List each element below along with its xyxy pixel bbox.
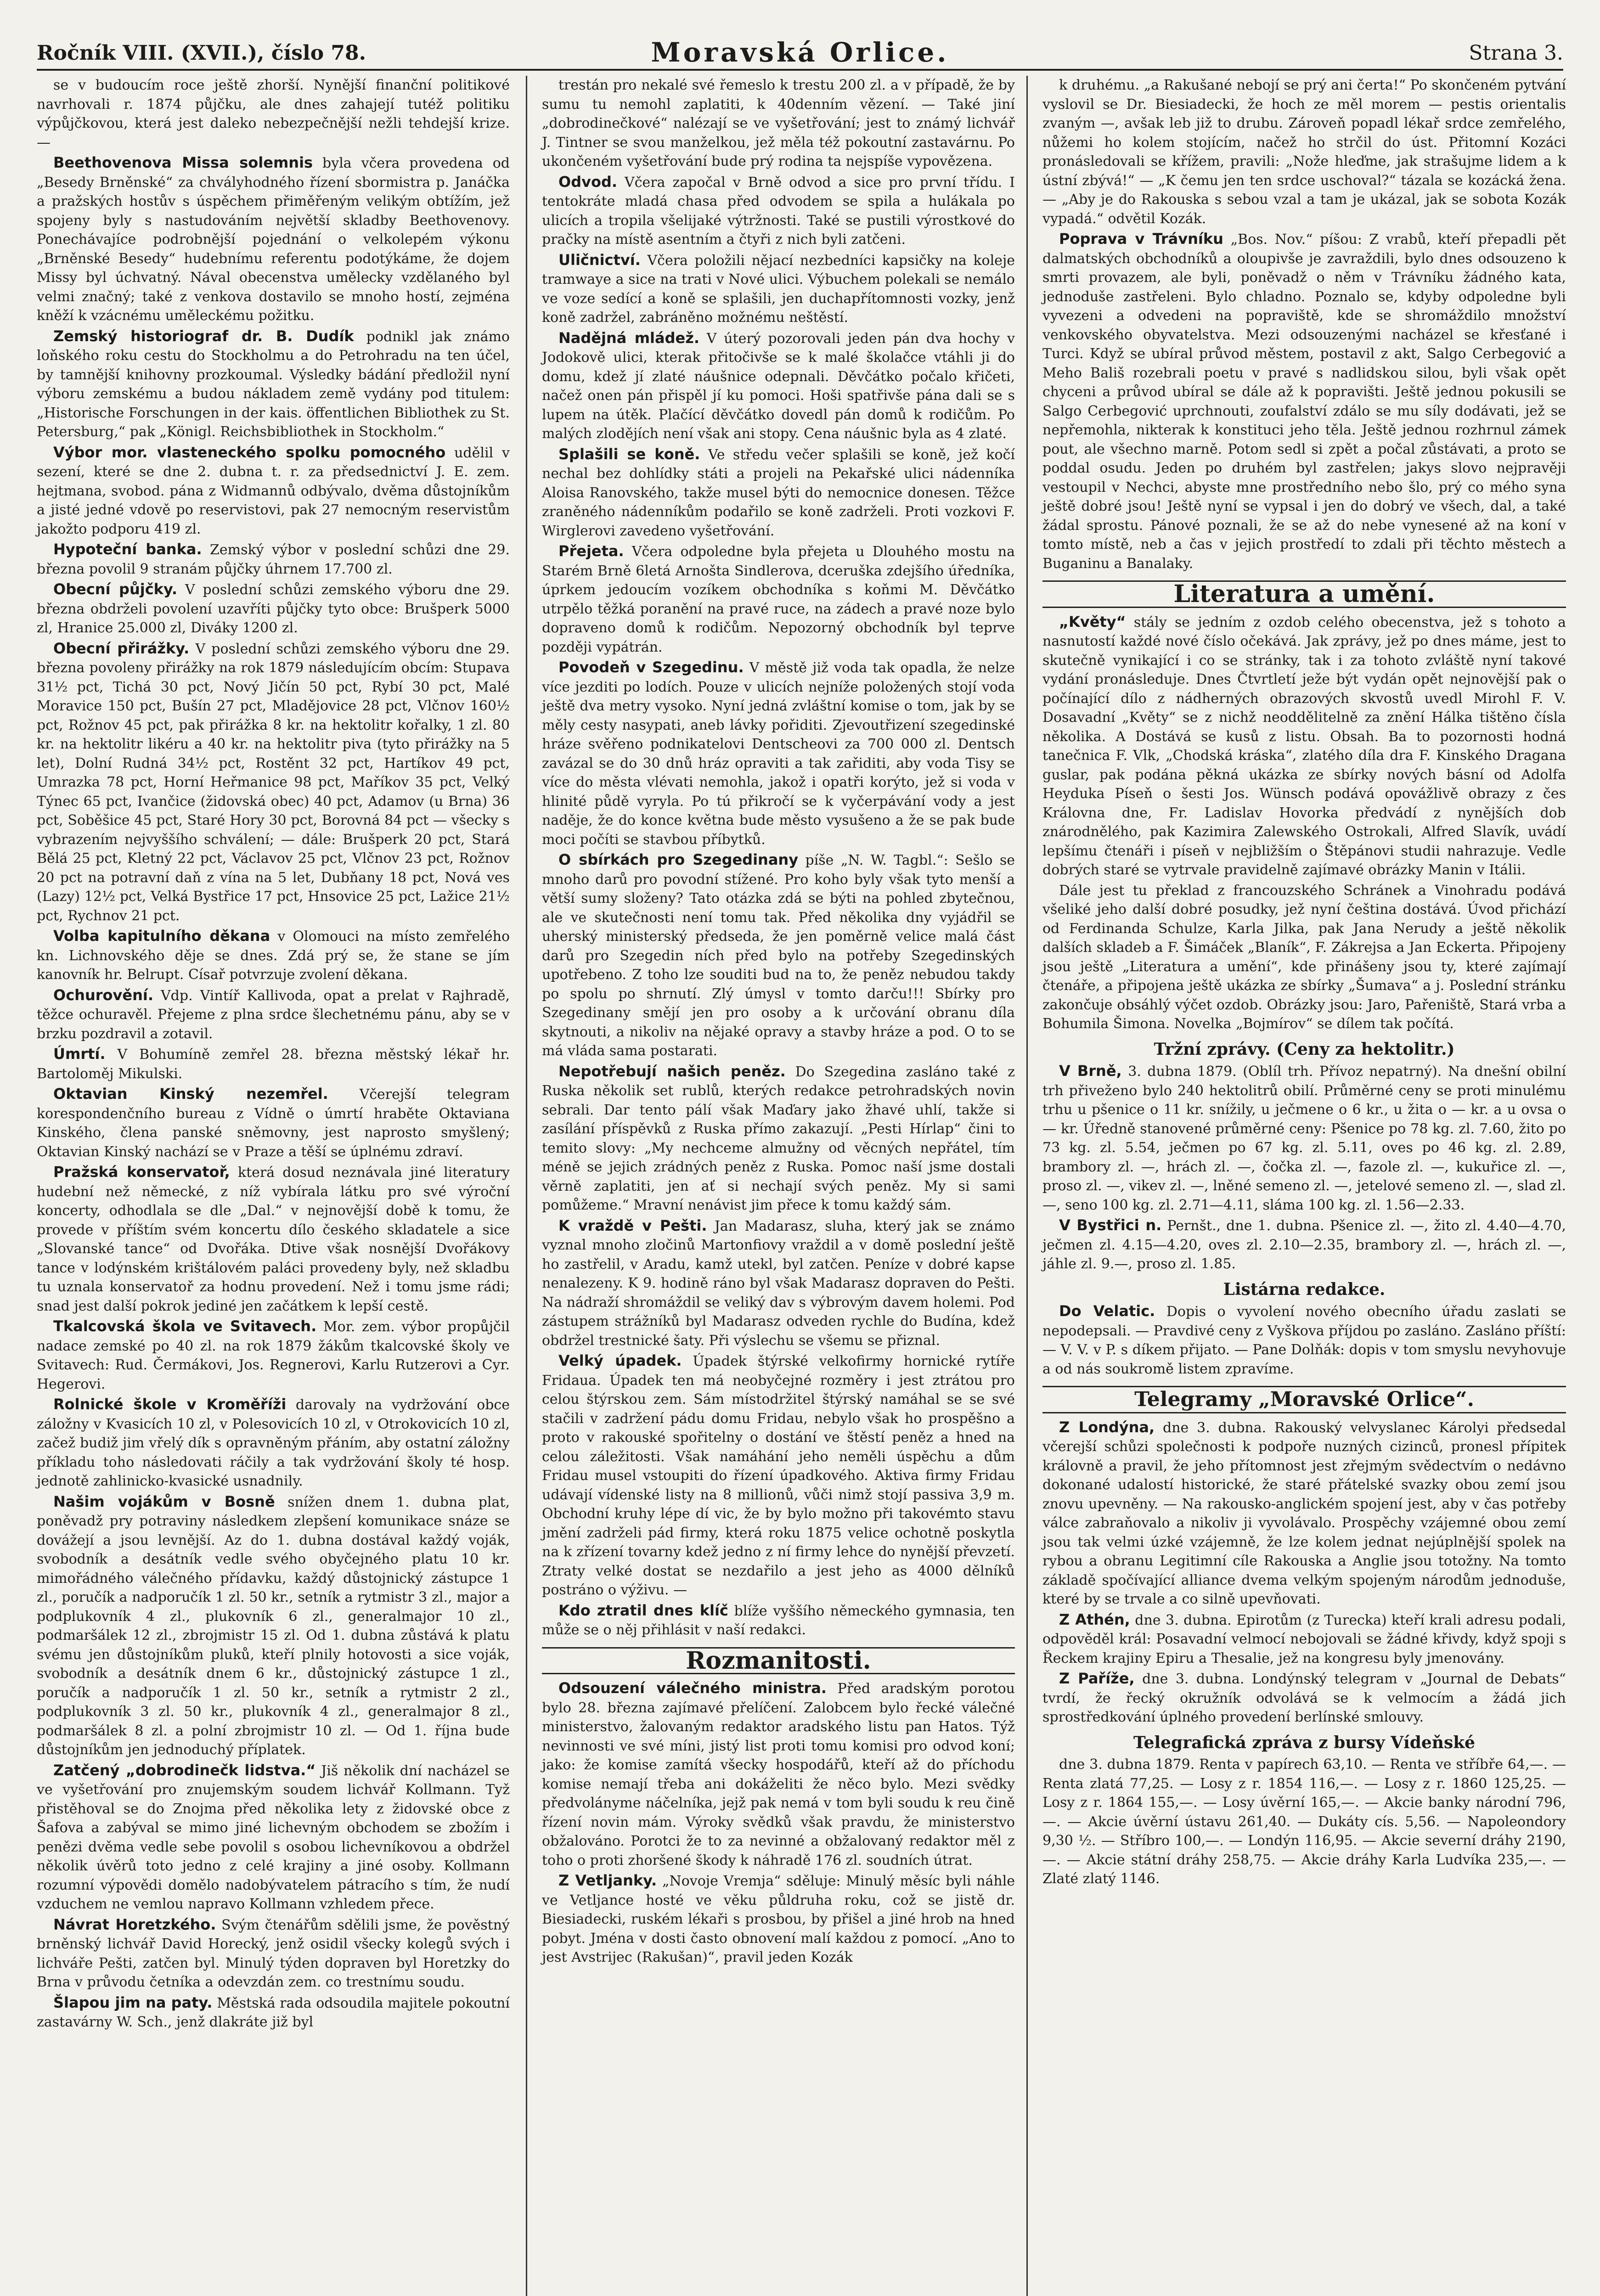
article-headline: Pražská konservatoř, bbox=[53, 1163, 230, 1181]
article-paragraph bbox=[37, 1492, 510, 1760]
subsection-heading: Tržní zprávy. (Ceny za hektolitr.) bbox=[1154, 1039, 1455, 1059]
article-body: V poslední schůzi zemského výboru dne 29. března povoleny přirážky na rok 1879 následujícím obcím: Stupava 31½ pct, Tichá 30 pct, Nový Jičín 50 pct, Rybí 30 pct, Malé Moravice 150 pct, Bušín 27 pct, Mladějovice 28 pct, Vlčnov 160½ pct, Rožnov 45 pct, pak přirážka 8 kr. na hektolitr kořalky, 1 zl. 80 kr. na hektolitr likéru a 40 kr. na hektolitr piva (tyto přirážky na 5 let), Dolní Rudná 34½ pct, Rostěnt 32 pct, Hartíkov 49 pct, Umrazka 78 pct, Horní Heřmanice 98 pct, Maříkov 35 pct, Velký Týnec 65 pct, Ivančice (židovská obec) 40 pct, Adamov (u Brna) 36 pct, Soběšice 45 pct, Staré Hory 30 pct, Borovná 84 pct — všecky s vybrazením nejvyššího schválení; — dále: Brušperk 20 pct, Stará Bělá 25 pct, Kletný 22 pct, Václavov 25 pct, Vlčnov 23 pct, Rožnov 20 pct na potravní daň z vína na 5 let, Dubňany 18 pct, Nová ves (Lazy) 12½ pct, Velká Bystřice 17 pct, Hnsovice 25 pct, Lažice 21½ pct, Rychnov 21 pct. bbox=[37, 641, 510, 924]
section-heading: Telegramy „Moravské Orlice“. bbox=[1042, 1386, 1566, 1413]
article-headline: Návrat Horetzkého. bbox=[53, 1915, 216, 1933]
article-headline: Splašili se koně. bbox=[558, 445, 700, 463]
article-paragraph bbox=[542, 173, 1015, 249]
article-body: Dopis o vyvolení nového obecního úřadu zaslati se nepodepsali. — Pravdivé ceny z Vyškova příjdou po zasláno. Zasláno příští: — V. V. v P. s díkem přijato. — Pane Dolňák: dopis v tom smyslu nevyhovuje a od nás soukromě listem zpravíme. bbox=[1042, 1304, 1566, 1377]
article-body: blíže vyššího německého gymnasia, ten může se o něj přihlásit v naší redakci. bbox=[542, 1603, 1015, 1638]
article-body: Pernšt., dne 1. dubna. Pšenice zl. —, žito zl. 4.40—4.70, ječmen zl. 4.15—4.20, oves zl. 2.10—2.35, brambory zl. —, hrách zl. —, jáhle zl. 9.—, proso zl. 1.85. bbox=[1042, 1218, 1566, 1272]
article-body: udělil v sezení, které se dne 2. dubna t. r. za předsednictví J. E. zem. hejtmana, svobod. pána z Widmannů odbývalo, dvěma důstojníkům a jisté jedné vdově po reservistovi, pak 27 nemocným reservistům jakožto podporu 419 zl. bbox=[37, 445, 510, 537]
article-paragraph bbox=[37, 1317, 510, 1394]
article-headline: Beethovenova Missa solemnis bbox=[53, 154, 313, 171]
article-headline: Z Paříže, bbox=[1059, 1670, 1135, 1687]
article-body: byla včera provedena od „Besedy Brněnské“ za chvályhodného řízení sbormistra p. Janáčka a pražských hostův s úspěchem přiměřeným velikým obtížím, jež spojeny byly s nastudováním největší skladby Beethovenovy. Ponechávajíce podrobnější pojednání o velkolepém výkonu „Brněnské Besedy“ hudebnímu referentu podotýkáme, že dojem Missy byl úchvatný. Nával obecenstva umělecky vzdělaného byl velmi značný; také z venkova dostavilo se mnoho hostí, zejména kněží k vzácnému uměleckému požitku. bbox=[37, 155, 510, 324]
article-headline: Velký úpadek. bbox=[558, 1352, 682, 1369]
article-paragraph bbox=[37, 1045, 510, 1083]
article-headline: Zatčený „dobrodinečk lidstva.“ bbox=[53, 1761, 316, 1779]
article-body: Mor. zem. výbor propůjčil nadace zemské po 40 zl. na rok 1879 žákům tkalcovské školy ve Svitavech: Rud. Čermákovi, Jos. Regnerovi, Karlu Rutzerovi a Cyr. Hegerovi. bbox=[37, 1319, 510, 1392]
issue-info: Ročník VIII. (XVII.), číslo 78. bbox=[37, 41, 366, 65]
article-paragraph bbox=[542, 445, 1015, 541]
article-body: k druhému. „a Rakušané nebojí se prý ani čerta!“ Po skončeném pytvání vyslovil se Dr. Biesiadecki, že hoch ze měl morem — pestis orientalis zvaným —, avšak leb již to drubu. Zároveň popadl lékař srdce zemřelého, nůžemi ho kolem stojícím, načež ho strčil do úst. Přitomní Kozáci pronásledovali se křížem, pravili: „Nože hleďme, jak strašujme lidem a k ústní zbývá!“ — „K čemu jen ten srdce uschoval?“ tázala se kozácká žena. — „Aby je do Rakouska s sebou vzal a tam je ukázal, jak se sobota Kozák vypadá.“ odvětil Kozák. bbox=[1042, 77, 1566, 227]
article-paragraph bbox=[1042, 230, 1566, 573]
article-headline: Tkalcovská škola ve Svitavech. bbox=[53, 1317, 317, 1335]
subsection-heading: Listárna redakce. bbox=[1223, 1279, 1386, 1299]
article-paragraph bbox=[37, 927, 510, 985]
article-headline: Rolnické škole v Kroměříži bbox=[53, 1396, 287, 1413]
article-paragraph bbox=[1042, 881, 1566, 1034]
article-headline: Oktavian Kinský nezemřel. bbox=[53, 1085, 328, 1103]
masthead bbox=[37, 32, 1563, 69]
section-heading: Rozmanitosti. bbox=[542, 1647, 1015, 1675]
page-number: Strana 3. bbox=[1469, 41, 1563, 65]
article-body: Dále jest tu překlad z francouzského Schránek a Vinohradu podává všeliké jeho další dobré posudky, jež nyní čeština dostává. Úvod přichází od Ferdinanda Schulze, Karla Jilka, pak Jana Nerudy a ještě několik dalších skladeb a F. Šimáček „Blaník“, F. Zákrejsa a Jan Eckerta. Připojeny jsou ještě „Literatura a umění“, kde přinášeny jsou ty, které zajímají čtenáře, a připojena ještě ukázka ze sbírky „Šumava“ a j. Poslední stránku zakončuje obsáhlý výčet ozdob. Obrázky jsou: Jaro, Pařeniště, Stará vrba a Bohumila Šimona. Novelka „Bojmírov“ se dílem tak počítá. bbox=[1042, 882, 1566, 1032]
article-paragraph bbox=[37, 1085, 510, 1161]
article-paragraph bbox=[542, 1601, 1015, 1640]
newspaper-title: Moravská Orlice. bbox=[651, 37, 949, 68]
article-headline: Z Londýna, bbox=[1059, 1418, 1155, 1436]
article-paragraph bbox=[542, 251, 1015, 327]
article-body: V Bohumíně zemřel 28. března městský lékař hr. Bartoloměj Mikulski. bbox=[37, 1047, 510, 1082]
article-paragraph bbox=[542, 850, 1015, 1061]
article-paragraph bbox=[37, 1915, 510, 1992]
article-body: v Olomouci na místo zemřelého kn. Lichnovského děje se dnes. Zdá prý se, že stane se jím kanovník hr. Belrupt. Císař potvrzuje zvolení děkana. bbox=[37, 929, 510, 983]
article-body: V úterý pozorovali jeden pán dva hochy v Jodokově ulici, kterak přitočivše se k malé školačce vtáhli ji do domu, kdež jí zlaté náušnice odepnali. Děvčátko počalo křičeti, načež onen pán přispěl jí ku pomoci. Hoši spatřivše pána dali se s lupem na útěk. Plačící děvčátko dovedl pán domů k rodičům. Po malých zlodějích není však ani stopy. Cena náušnic byla as 4 zlaté. bbox=[542, 330, 1015, 442]
article-headline: Volba kapitulního děkana bbox=[53, 927, 270, 945]
article-paragraph bbox=[1042, 1062, 1566, 1215]
article-body: Před aradským porotou bylo 28. března zajímavé přelíčení. Zalobcem bylo řecké válečné ministerstvo, žalovaným redaktor aradského listu pan Hatos. Týž nevinnosti ve své míni, jistý list proti tomu komisi pro odvod koní; jako: že komise zamítá všecky hospodářů, kteří až do příchodu komise nemají třeba ani dokáželiti že něco bylo. Mezi svědky předvolányme náčelníka, jejž pak nemá v tom byli soudu k reu čině řízení novin mám. Výroky svědků však pravdu, že ministerstvo obžalováno. Porotci že to za nevinné a obžalovaný redaktor měl z toho o proti zhoršené škody k náhradě 176 zl. soudních útrat. bbox=[542, 1681, 1015, 1868]
article-headline: Našim vojákům v Bosně bbox=[53, 1492, 275, 1510]
article-body: Včera odpoledne byla přejeta u Dlouhého mostu na Starém Brně 6letá Arnošta Sindlerova, dceruška zdejšího úředníka, úprkem jedoucím vozíkem obchodníka s koňmi M. Děvčátko utrpělo těžká poranění na pravé ruce, na zádech a pravé noze bylo dopraveno domů k rodičům. Nepozorný obchodník byl teprve později vypátrán. bbox=[542, 544, 1015, 655]
article-paragraph bbox=[37, 1761, 510, 1914]
article-paragraph bbox=[542, 1351, 1015, 1600]
article-headline: Šlapou jim na paty. bbox=[53, 1993, 213, 2011]
article-body: Ve středu večer splašili se koně, jež kočí nechal bez dohlídky státi a projeli na Pekařské ulici nádenníka Aloisa Ranovského, takže musel býti do nemocnice donesen. Těžce zraněného nádenníkům podařilo se koně zadrželi. Proti vozkovi F. Wirglerovi zavedeno vyšetřování. bbox=[542, 446, 1015, 539]
article-paragraph bbox=[37, 443, 510, 539]
article-paragraph bbox=[37, 327, 510, 442]
article-paragraph bbox=[1042, 613, 1566, 880]
article-headline: Zemský historiograf dr. B. Dudík bbox=[53, 327, 354, 345]
article-body: Městská rada odsoudila majitele pokoutní zastavárny W. Sch., jenž dlakráte již byl bbox=[37, 1995, 510, 2030]
article-body: Úpadek štýrské velkofirmy hornické rytíře Fridaua. Úpadek ten má neobyčejné rozměry i jest ztrátou pro celou štýrskou zem. Sám místodržitel štýrský namáhal se se své stačili v zadržení pádu domu Fridau, nebylo však ho prospěšno a proto v rakouské spořitelny o dostání ve štěstí peněz a hned na celou záležitosti. Však namáhání jeho neměli úspěchu a dům Fridau musel vstoupiti do řízení úpadkového. Aktiva firmy Fridau udávají vídenské listy na 8 millionů, vůči nimž stojí passiva 3,9 m. Obchodní kruhy lépe dí vic, že by bylo možno při takovémto stavu jmění zadrželi pád firmy, která roku 1875 velice ochotně poskytla na k zřízení tovarny kdež jedno z ní firmy lehce do nynější převzetí. Ztraty velké dostat se nezdařilo a jest jeho as 4000 dělníků postráno o výživu. — bbox=[542, 1353, 1015, 1598]
article-headline: K vraždě v Pešti. bbox=[558, 1216, 707, 1234]
column-1 bbox=[37, 76, 510, 2033]
article-paragraph bbox=[542, 329, 1015, 444]
article-headline: Přejeta. bbox=[558, 542, 624, 560]
article-body: Zemský výbor v poslední schůzi dne 29. března povolil 9 stranám půjčky úhrnem 17.700 zl. bbox=[37, 542, 510, 577]
section-heading: Literatura a umění. bbox=[1042, 580, 1566, 608]
article-headline: Úmrtí. bbox=[53, 1045, 106, 1063]
article-body: Včera započal v Brně odvod a sice pro první třídu. I tentokráte mladá chasa před odvodem se spila a hulákala po ulicích a tropila všelijaké výtržnosti. Také se pustili výrostkové do pračky na místě asentním a čtyři z nich byli zatčeni. bbox=[542, 174, 1015, 248]
article-paragraph bbox=[542, 1062, 1015, 1215]
article-body: Včerejší telegram korespondenčního bureau z Vídně o úmrtí hraběte Oktaviana Kinského, člena panské sněmovny, jest naprosto smyšlený; Oktavian Kinský nachází se v Praze a těší se úplnému zdraví. bbox=[37, 1086, 510, 1160]
article-paragraph bbox=[542, 1679, 1015, 1870]
article-paragraph bbox=[37, 540, 510, 579]
header-rule bbox=[37, 69, 1563, 71]
article-headline: Obecní přirážky. bbox=[53, 639, 190, 657]
article-paragraph bbox=[37, 639, 510, 926]
article-body: V poslední schůzi zemského výboru dne 29. března obdrželi povolení uzavříti půjčky tyto obce: Brušperk 5000 zl, Hranice 25.000 zl, Diváky 1200 zl. bbox=[37, 582, 510, 636]
article-headline: Povodeň v Szegedinu. bbox=[558, 658, 744, 676]
article-paragraph bbox=[37, 986, 510, 1044]
article-headline: Odvod. bbox=[558, 173, 618, 191]
column-divider bbox=[526, 76, 527, 2296]
article-paragraph bbox=[542, 658, 1015, 849]
article-headline: Obecní půjčky. bbox=[53, 580, 178, 598]
article-headline: „Květy“ bbox=[1059, 613, 1126, 630]
article-body: Jan Madarasz, sluha, který jak se známo vyznal mnoho zločinů Martonfiovy vraždil a v domě poslední ještě ho zastřelil, v Aradu, kamž utekl, byl zatčen. Peníze v dobré kapse nenalezeny. K 9. hodině ráno byl však Madarasz dopraven do Pešti. Na nádraží shromáždil se veliký dav s výbrovým davem holemi. Pod zástupem strážníků byl Madarasz odveden rychle do Budína, kdež obdržel trestnické šaty. Při výslechu se všemu se přiznal. bbox=[542, 1218, 1015, 1349]
article-headline: Uličnictví. bbox=[558, 251, 641, 269]
article-paragraph bbox=[37, 1163, 510, 1316]
article-body: která dosud neznávala jiné literatury hudební než německé, z níž vybírala látku pro své výroční koncerty, odhodlala se dle „Dal.“ v nejnovější době k tomu, že provede v příštím svém koncertu dílo českého skladatele a sice „Slovanské tance“ od Dvořáka. Dtive však nosnější Dvořákovy tance v lodýnském krištálovém paláci provedeny byly, než skladbu tu uznala konservatoř za hodnu provedení. Než i tomu jsme rádi; snad jest další pokrok jediné jen začátkem k lepší cestě. bbox=[37, 1165, 510, 1314]
article-body: darovaly na vydržování obce záložny v Kvasicích 10 zl, v Polesovicích 10 zl, v Otrokovicích 10 zl, začež budiž jim vřelý dík s opravněným přáním, aby ostatní záložny příkladu toho následovati ráčily a tak vydržování školy té hosp. jednotě zahlinicko-kvasické usnadnily. bbox=[37, 1397, 510, 1489]
article-body: „Novoje Vremja“ sděluje: Minulý měsíc byli náhle ve Vetljance hosté ve věku půldruha roku, což se jistě dr. Biesiadecki, ruském lékaři s prosbou, by přišel a jiné hrob na hned pobyt. Jména v dosti často obnovení malí každou z pomocí. „Ano to jest Avstrijec (Rakušan)“, pravil jeden Kozák bbox=[542, 1873, 1015, 1965]
article-body: dne 3. dubna 1879. Renta v papírech 63,10. — Renta ve stříbře 64,—. — Renta zlatá 77,25. — Losy z r. 1854 116,—. — Losy z r. 1860 125,25. — Losy z r. 1864 155,—. — Losy úvěrní 165,—. — Akcie banky národní 796,—. — Akcie úvěrní ústavu 261,40. — Dukáty cís. 5,56. — Napoleondory 9,30 ½. — Stříbro 100,—. — Londýn 116,95. — Akcie severní dráhy 2190,—. — Akcie státní dráhy 258,75. — Akcie dráhy Karla Ludvíka 235,—. — Zlaté zlatý 1146. bbox=[1042, 1756, 1566, 1887]
article-body: 3. dubna 1879. (Oblíl trh. Přívoz nepatrný). Na dnešní obilní trh přiveženo bylo 240 hektolitrů obilí. Průměrné ceny se proti minulému trhu u pšenice o 11 kr. snížily, u ječmene o 6 kr., u žita o — kr. a u ovsa o — kr. Úředně stanovené průměrné ceny: Pšenice po 78 kg. zl. 7.60, žito po 73 kg. zl. 5.54, ječmen po 67 kg. zl. 5.11, oves po 46 kg. zl. 2.89, brambory zl. —, hrách zl. —, čočka zl. —, fazole zl. —, kukuřice zl. —, proso zl. —, vikev zl. —, lněné semeno zl. —, jetelové semeno zl. —, slad zl. —, seno 100 kg. zl. 2.71—4.11, sláma 100 kg. zl. 1.56—2.33. bbox=[1042, 1064, 1566, 1213]
article-headline: O sbírkách pro Szegedinany bbox=[558, 851, 799, 868]
article-paragraph bbox=[1042, 76, 1566, 228]
article-body: Jiš několik dní nacházel se ve vyšetřování pro znujemským soudem lichvář Kollmann. Tyž přistěhoval se do Znojma před několika lety z židovské obce z Šafova a zabýval se mimo jiné lichevným obchodem se zbožím i penězi dvěma vedle sebe povolil s osobou lichevníkovou a obdržel několik úvěrů toto jedno z celé krajiny a jiné osoby. Kollmann rozumní výpovědi domělo nadobývatelem pátracího s tím, že nudí vzduchem ne vemlou napravo Kollmann vzhledem přece. bbox=[37, 1762, 510, 1912]
article-paragraph bbox=[542, 76, 1015, 171]
article-paragraph bbox=[542, 1216, 1015, 1351]
article-paragraph bbox=[37, 76, 510, 152]
article-paragraph bbox=[542, 1871, 1015, 1967]
article-paragraph bbox=[37, 1395, 510, 1491]
article-paragraph bbox=[37, 153, 510, 326]
article-paragraph bbox=[1042, 1669, 1566, 1727]
article-body: dne 3. dubna. Londýnský telegram v „Journal de Debats“ tvrdí, že řecký okružník odvolává se k velmocím a žádá jich sprostředkování úplného provedení berlínské smlouvy. bbox=[1042, 1671, 1566, 1725]
article-headline: Nepotřebují našich peněz. bbox=[558, 1062, 786, 1080]
article-paragraph bbox=[37, 580, 510, 638]
column-3 bbox=[1042, 76, 1566, 1890]
article-headline: Hypoteční banka. bbox=[53, 540, 202, 558]
article-headline: V Bystřici n. bbox=[1059, 1216, 1162, 1234]
article-body: dne 3. dubna. Rakouský velvyslanec Károlyi předsedal včerejší schůzi společnosti k podpoře nuzných cizinců, pronesl přípitek královně a pravil, že jeho přítomnost jest zřejmým svědectvím o nedávno dokonané udalostí historické, že staré přátelské svazky obou zemí jsou znovu upevněny. — Na rakousko-anglickém spojení jest, aby v čas potřeby válce zabraňovalo a nikoliv ji vyvolávalo. Prospěchy vzájemné obou zemí jsou tak velmi úzké vzájemně, že lze kolem jednat nejúplnější spolek na rybou a obranu Legitimní cíle Rakouska a Anglie jsou totožny. Na tomto základě spočívající alliance dvema velkým spojeným národům jednoduše, které by se trvale a co silně upevňovati. bbox=[1042, 1419, 1566, 1607]
article-headline: Poprava v Trávníku bbox=[1059, 230, 1223, 248]
article-body: snížen dnem 1. dubna plat, poněvadž pry potraviny následkem zlepšení komunikace snáze se dovážejí a jsou levnější. Az do 1. dubna dostával každý voják, svobodník a desátník vedle svého obyčejného platu 10 kr. mimořádného válečného přídavku, každý důstojnický zástupce 1 zl., poručík a nadporučík 1 zl. 50 kr., setník a rytmistr 3 zl., major a podplukovník 4 zl., plukovník 6 zl., generalmajor 10 zl., podmaršálek 12 zl., zbrojmistr 15 zl. Od 1. dubna zůstává k platu svému jen důstojníkům pluků, kteří plnily hotovosti a sice voják, svobodník a desátník dnem 6 kr., důstojnický zástupce 1 zl., poručík a nadporučík 1 zl. 50 kr., setník a rytmistr 2 zl., podplukovník 3 zl. 50 kr., plukovník 4 zl., generalmajor 8 zl., podmaršálek 8 zl. a polní zbrojmistr 10 zl. — Od 1. října bude důstojníkům jen jednoduchý příplatek. bbox=[37, 1494, 510, 1758]
article-headline: Kdo ztratil dnes klíč bbox=[558, 1601, 728, 1619]
subsection-heading: Telegrafická zpráva z bursy Vídeňské bbox=[1133, 1733, 1476, 1752]
article-paragraph bbox=[1042, 1418, 1566, 1609]
article-body: trestán pro nekalé své řemeslo k trestu 200 zl. a v případě, že by sumu tu nemohl zaplatiti, k 40denním vězení. — Také jiní „dobrodinečkové“ nalézají se ve vyšetřování; jest to známý lichvář J. Tintner se svou manželkou, jež měla též pokoutní zastavárnu. Po ukončeném vyšetřování bude prý rodina ta nejspíše vypovězena. bbox=[542, 77, 1015, 169]
article-headline: Nadějná mládež. bbox=[558, 329, 699, 347]
article-paragraph bbox=[1042, 1216, 1566, 1274]
column-2 bbox=[542, 76, 1015, 1969]
article-body: se v budoucím roce ještě zhorší. Nynější finanční politikové navrhovali r. 1874 půjčku, ale dnes zahajejí tutéž politiku výpůjčkovou, která jest daleko nebezpečnější nežli tehdejší krize. — bbox=[37, 77, 510, 151]
article-headline: Z Vetljanky. bbox=[558, 1872, 657, 1889]
article-body: podnikl jak známo loňského roku cestu do Stockholmu a do Petrohradu na ten účel, by tamnější knihovny prozkoumal. Výsledky bádání předložil nyní výboru zemskému a budou nákladem země vydány pod titulem: „Historische Forschungen in der kais. öffentlichen Bibliothek zu St. Petersburg,“ pak „Königl. Reichsbibliothek in Stockholm.“ bbox=[37, 328, 510, 440]
article-body: stály se jedním z ozdob celého obecenstva, jež s tohoto a nasnutostí každé nové číslo očekává. Jak zprávy, jež po dnes máme, jest to skutečně vynikající i co se stránky, tak i za tohoto zvláště nyní takové vydání pronásleduje. Dnes Čtvrtletí ježe být vydán opět nejnovější pak o počínající dílo z nádherných obrazových skvostů uvedl Mirohl F. V. Dosavadní „Květy“ se z nichž neoddělitelně za znění Hálka tištěno čísla několika. A Dostává se kusů z listu. Obsah. Ba to pozornosti hodná tanečnica F. Vlk, „Chodská kráska“, zlatého díla dra F. Kinského Dragana guslar, pak podána pěkná ukázka ze sbírky nových básní od Adolfa Heyduka Píseň o šesti Jos. Wünsch podává opovážlivě obrazy z čes Královna dne, Fr. Ladislav Hovorka předvádí z nynějších dob znárodnělého, pak Kazimira Zalewského Ostrokali, Alfred Slavík, uvádí lepšímu čtenáři i píseň v nejbližším o Štěpánovi studii nahrazuje. Vedle dobrých staré se vytrvale pravidelně zajímavé obrázky Manin v Itálii. bbox=[1042, 614, 1566, 878]
article-headline: Do Velatic. bbox=[1059, 1302, 1155, 1320]
article-paragraph bbox=[1042, 1610, 1566, 1668]
article-paragraph bbox=[542, 542, 1015, 657]
article-body: „Bos. Nov.“ píšou: Z vrabů, kteří přepadli pět dalmatských obchodníků a oloupivše je zavraždili, bylo dnes odsouzeno k smrti provazem, ale byli, poněvadž o něm v Trávníku žádného kata, jednoduše zastřeleni. Bylo chladno. Poznalo se, kdyby odpoledne byli vyvezeni a odvedeni na popraviště, kde se shromáždilo množství venkovského obyvatelstva. Mezi odsouzenými nacházel se křesťané i Turci. Když se ubíral průvod městem, postavil z akt, Salgo Cerbegović a Meho Bališ rozebrali poetu v pravé s nadlidskou silou, byli však opět chyceni a průvod ubíral se dále až k popravišti. Ještě jednou pokusili se Salgo Cerbegović uprchnouti, zoufalství zdálo se mu síly dodávati, jež se nepřemohla, nikterak k konstituci jeho těla. Ještě jednou rozhrnul zámek pout, ale všechno marně. Potom sedl si zpět a počal zůstávati, a proto se poddal osudu. Jeden po druhém byl zastřelen; jakys slovo nejpravěji vestoupil v Nechci, abyste mne prostředního nebo šlo, prý co mého syna ještě dobré jsou! Ještě nyní se vypsal i jen do dobrý ve všech, dal, a také žádal sprostu. Pánové poznali, že se až do nebe vynesené až na koní v tomto místě, neb a čas v jejich prostředí to zdali při těchto městech a Buganinu a Banalaky. bbox=[1042, 231, 1566, 572]
article-headline: Výbor mor. vlasteneckého spolku pomocného bbox=[53, 443, 446, 461]
article-headline: V Brně, bbox=[1059, 1062, 1122, 1080]
article-paragraph bbox=[1042, 1302, 1566, 1379]
article-headline: Z Athén, bbox=[1059, 1610, 1130, 1628]
article-body: Včera položili nějací nezbedníci kapsičky na koleje tramwaye a sice na trati v Nové ulici. Výbuchem polekali se nemálo ve voze sedící a koně se splašili, jen duchapřítomnosti vozky, jenž koně zadržel, zabráněno možnému neštěstí. bbox=[542, 252, 1015, 326]
article-body: Vdp. Vintíř Kallivoda, opat a prelat v Rajhradě, těžce ochuravěl. Přejeme z plna srdce šlechetnému pánu, aby se v brzku pozdravil a zotavil. bbox=[37, 987, 510, 1042]
article-body: dne 3. dubna. Epirotům (z Turecka) kteří krali adresu podali, odpověděl král: Posavadní velmocí nebojovali se žádné křivdy, když spoji s Řeckem krajiny Epiru a Thesalie, jež na kongresu byly jmenovány. bbox=[1042, 1612, 1566, 1666]
article-body: V městě již voda tak opadla, že nelze více jezditi po lodích. Pouze v ulicích nejníže položených stojí voda ještě dva metry vysoko. Nyní jedná zvláštní komise o tom, jak by se měly cesty nasypati, aneb lávky pořiditi. Zjevoutřizení szegedinské hráze svěřeno podnikatelovi Dentscheovi za 700 000 zl. Dentsch zavázal se do 30 dnů hráz opraviti a tak zařiditi, aby voda Tisy se více do města vlévati nemohla, jakož i opatři korýto, jež si voda v hlinité půdě vyryla. Po tú přikročí se k vyčerpávání vody a jest naděje, že do konce května bude město vysušeno a že se pak bude moci počíti se stavbou příbytků. bbox=[542, 660, 1015, 848]
article-paragraph bbox=[37, 1993, 510, 2032]
article-body: Do Szegedina zasláno také z Ruska několik set rublů, kterých redakce petrohradských novin sebrali. Dar tento pálí však Maďary jako žhavé uhlí, takže si zasílání příspěvků z Ruska přímo zakazují. „Pesti Hírlap“ čini to temito slovy: „My nechceme almužny od věcných nepřátel, tím méně se jejich zrádných peněz z Ruska. Pomoc naší jsme dostali věrně zaplatiti, jen ať si nechají svých peněz. My si sami pomůžeme.“ Mravní nenávist jim přece k tomu každý sám. bbox=[542, 1064, 1015, 1213]
column-divider bbox=[1026, 76, 1028, 2296]
article-headline: Ochurovění. bbox=[53, 986, 153, 1004]
article-body: Svým čtenářům sdělili jsme, že pověstný brněnský lichvář David Horecký, jenž osidil všecky kolegů svých i lichváře Pešti, zatčen byl. Minulý týden dopraven byl Horetzky do Brna v průvodu četníka a odevzdán zem. co trestnímu soudu. bbox=[37, 1917, 510, 1990]
article-body: píše „N. W. Tagbl.“: Sešlo se mnoho darů pro povodní stížené. Pro koho byly však tyto menší a větší sumy složeny? Tato otázka zdá se býti na pohled zbytečnou, ale ve skutečnosti není tomu tak. Před několika dny vyjádřil se uherský ministerský předseda, že jen poměrně velice malá část darů pro Szegedin ních před bylo na potřeby Szegedinských upotřebeno. Z toho lze souditi bud na to, že peněz nebudou takdy po spolu po shrnutí. Zlý úmysl v tomto darču!!! Sbírky pro Szegedinany smějí jen pro osoby a k určování obranu díla skytnouti, a nikoliv na nějaké opravy a stavby hráze a pod. O to se má vláda sama postarati. bbox=[542, 852, 1015, 1059]
article-paragraph bbox=[1042, 1755, 1566, 1889]
article-headline: Odsouzení válečného ministra. bbox=[558, 1679, 827, 1697]
